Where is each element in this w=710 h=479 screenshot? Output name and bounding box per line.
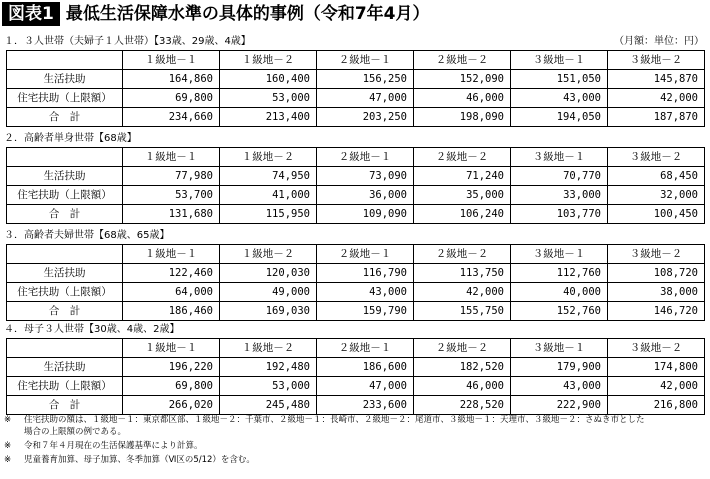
value-cell: 49,000 (220, 283, 317, 302)
corner-cell (7, 51, 123, 70)
value-cell: 196,220 (123, 358, 220, 377)
section-heading-1 (4, 35, 704, 49)
header-row (7, 51, 705, 70)
header-row (7, 245, 705, 264)
value-cell: 68,450 (608, 167, 705, 186)
value-cell: 69,800 (123, 377, 220, 396)
footnote (4, 440, 708, 452)
value-cell: 109,090 (317, 205, 414, 224)
value-cell: 112,760 (511, 264, 608, 283)
value-cell: 46,000 (414, 89, 511, 108)
value-cell: 69,800 (123, 89, 220, 108)
col-header: ２級地－１ (317, 339, 414, 358)
col-header: ３級地－１ (511, 339, 608, 358)
value-cell: 151,050 (511, 70, 608, 89)
table-row (7, 70, 705, 89)
footnotes (4, 414, 708, 468)
value-cell: 187,870 (608, 108, 705, 127)
row-label: 合 計 (7, 108, 123, 127)
value-cell: 194,050 (511, 108, 608, 127)
value-cell: 106,240 (414, 205, 511, 224)
value-cell: 203,250 (317, 108, 414, 127)
value-cell: 213,400 (220, 108, 317, 127)
value-cell: 120,030 (220, 264, 317, 283)
section-heading-2 (4, 132, 704, 146)
value-cell: 53,000 (220, 377, 317, 396)
corner-cell (7, 339, 123, 358)
col-header: ３級地－２ (608, 51, 705, 70)
row-label: 生活扶助 (7, 70, 123, 89)
total-row (7, 108, 705, 127)
section-title: １．３人世帯（夫婦子１人世帯）【33歳、29歳、4歳】 (4, 36, 251, 47)
note-text: 児童養育加算、母子加算、冬季加算（Ⅵ区の5/12）を含む。 (24, 455, 255, 465)
footnote (4, 454, 708, 466)
header-row (7, 339, 705, 358)
section-title: ２．高齢者単身世帯【68歳】 (4, 133, 137, 144)
col-header: １級地－１ (123, 339, 220, 358)
value-cell: 234,660 (123, 108, 220, 127)
row-label: 住宅扶助（上限額） (7, 89, 123, 108)
value-cell: 159,790 (317, 302, 414, 321)
total-row (7, 302, 705, 321)
value-cell: 74,950 (220, 167, 317, 186)
col-header: ２級地－２ (414, 245, 511, 264)
value-cell: 42,000 (414, 283, 511, 302)
value-cell: 198,090 (414, 108, 511, 127)
value-cell: 53,000 (220, 89, 317, 108)
table-row (7, 186, 705, 205)
row-label: 住宅扶助（上限額） (7, 377, 123, 396)
table-row (7, 89, 705, 108)
figure-title-row (2, 2, 430, 26)
value-cell: 42,000 (608, 377, 705, 396)
value-cell: 152,760 (511, 302, 608, 321)
row-label: 住宅扶助（上限額） (7, 186, 123, 205)
value-cell: 216,800 (608, 396, 705, 415)
value-cell: 43,000 (317, 283, 414, 302)
value-cell: 228,520 (414, 396, 511, 415)
value-cell: 35,000 (414, 186, 511, 205)
col-header: ３級地－１ (511, 51, 608, 70)
value-cell: 46,000 (414, 377, 511, 396)
value-cell: 164,860 (123, 70, 220, 89)
benefit-table-2 (6, 147, 705, 224)
note-continuation: 場合の上限額の例である。 (24, 427, 127, 437)
value-cell: 116,790 (317, 264, 414, 283)
col-header: ２級地－２ (414, 148, 511, 167)
section-heading-3 (4, 229, 704, 243)
value-cell: 103,770 (511, 205, 608, 224)
value-cell: 131,680 (123, 205, 220, 224)
col-header: ３級地－２ (608, 339, 705, 358)
note-text: 令和７年４月現在の生活保護基準により計算。 (24, 441, 203, 451)
value-cell: 47,000 (317, 89, 414, 108)
value-cell: 32,000 (608, 186, 705, 205)
value-cell: 70,770 (511, 167, 608, 186)
table-row (7, 377, 705, 396)
corner-cell (7, 148, 123, 167)
col-header: ３級地－２ (608, 148, 705, 167)
value-cell: 182,520 (414, 358, 511, 377)
note-mark: ※ (4, 415, 12, 425)
unit-note: （月額：単位：円） (614, 36, 704, 47)
col-header: ２級地－２ (414, 339, 511, 358)
total-row (7, 396, 705, 415)
section-title: ３．高齢者夫婦世帯【68歳、65歳】 (4, 230, 170, 241)
figure-badge: 図表1 (2, 2, 60, 26)
value-cell: 64,000 (123, 283, 220, 302)
row-label: 合 計 (7, 396, 123, 415)
corner-cell (7, 245, 123, 264)
value-cell: 38,000 (608, 283, 705, 302)
value-cell: 43,000 (511, 89, 608, 108)
col-header: ２級地－２ (414, 51, 511, 70)
row-label: 生活扶助 (7, 264, 123, 283)
table-row (7, 167, 705, 186)
value-cell: 71,240 (414, 167, 511, 186)
benefit-table-1 (6, 50, 705, 127)
value-cell: 100,450 (608, 205, 705, 224)
value-cell: 156,250 (317, 70, 414, 89)
value-cell: 115,950 (220, 205, 317, 224)
col-header: ２級地－１ (317, 148, 414, 167)
value-cell: 122,460 (123, 264, 220, 283)
table-row (7, 358, 705, 377)
col-header: ３級地－１ (511, 148, 608, 167)
value-cell: 186,600 (317, 358, 414, 377)
row-label: 住宅扶助（上限額） (7, 283, 123, 302)
value-cell: 152,090 (414, 70, 511, 89)
col-header: ３級地－２ (608, 245, 705, 264)
value-cell: 174,800 (608, 358, 705, 377)
benefit-table-3 (6, 244, 705, 321)
value-cell: 155,750 (414, 302, 511, 321)
value-cell: 222,900 (511, 396, 608, 415)
value-cell: 192,480 (220, 358, 317, 377)
row-label: 合 計 (7, 205, 123, 224)
value-cell: 169,030 (220, 302, 317, 321)
value-cell: 233,600 (317, 396, 414, 415)
col-header: ２級地－１ (317, 245, 414, 264)
row-label: 生活扶助 (7, 358, 123, 377)
note-text: 住宅扶助の額は、１級地－１：東京都区部、１級地－２：千葉市、２級地－１：長崎市、２級地－２：尾道市、３級地－１：天理市、３級地－２：さぬき市とした (24, 415, 645, 425)
benefit-table-4 (6, 338, 705, 415)
value-cell: 179,900 (511, 358, 608, 377)
section-heading-4 (4, 323, 704, 337)
value-cell: 266,020 (123, 396, 220, 415)
col-header: １級地－２ (220, 245, 317, 264)
value-cell: 245,480 (220, 396, 317, 415)
note-mark: ※ (4, 441, 12, 451)
table-row (7, 264, 705, 283)
value-cell: 42,000 (608, 89, 705, 108)
value-cell: 73,090 (317, 167, 414, 186)
col-header: １級地－２ (220, 148, 317, 167)
row-label: 合 計 (7, 302, 123, 321)
col-header: １級地－２ (220, 339, 317, 358)
value-cell: 43,000 (511, 377, 608, 396)
value-cell: 41,000 (220, 186, 317, 205)
section-title: ４．母子３人世帯【30歳、4歳、2歳】 (4, 324, 180, 335)
value-cell: 113,750 (414, 264, 511, 283)
total-row (7, 205, 705, 224)
col-header: １級地－２ (220, 51, 317, 70)
value-cell: 53,700 (123, 186, 220, 205)
col-header: １級地－１ (123, 245, 220, 264)
col-header: １級地－１ (123, 51, 220, 70)
value-cell: 36,000 (317, 186, 414, 205)
col-header: ３級地－１ (511, 245, 608, 264)
note-mark: ※ (4, 455, 12, 465)
value-cell: 47,000 (317, 377, 414, 396)
value-cell: 186,460 (123, 302, 220, 321)
value-cell: 108,720 (608, 264, 705, 283)
figure-title: 最低生活保障水準の具体的事例（令和7年4月） (65, 4, 430, 24)
value-cell: 160,400 (220, 70, 317, 89)
value-cell: 146,720 (608, 302, 705, 321)
header-row (7, 148, 705, 167)
footnote (4, 414, 708, 438)
col-header: １級地－１ (123, 148, 220, 167)
value-cell: 77,980 (123, 167, 220, 186)
value-cell: 40,000 (511, 283, 608, 302)
table-row (7, 283, 705, 302)
value-cell: 145,870 (608, 70, 705, 89)
value-cell: 33,000 (511, 186, 608, 205)
col-header: ２級地－１ (317, 51, 414, 70)
row-label: 生活扶助 (7, 167, 123, 186)
